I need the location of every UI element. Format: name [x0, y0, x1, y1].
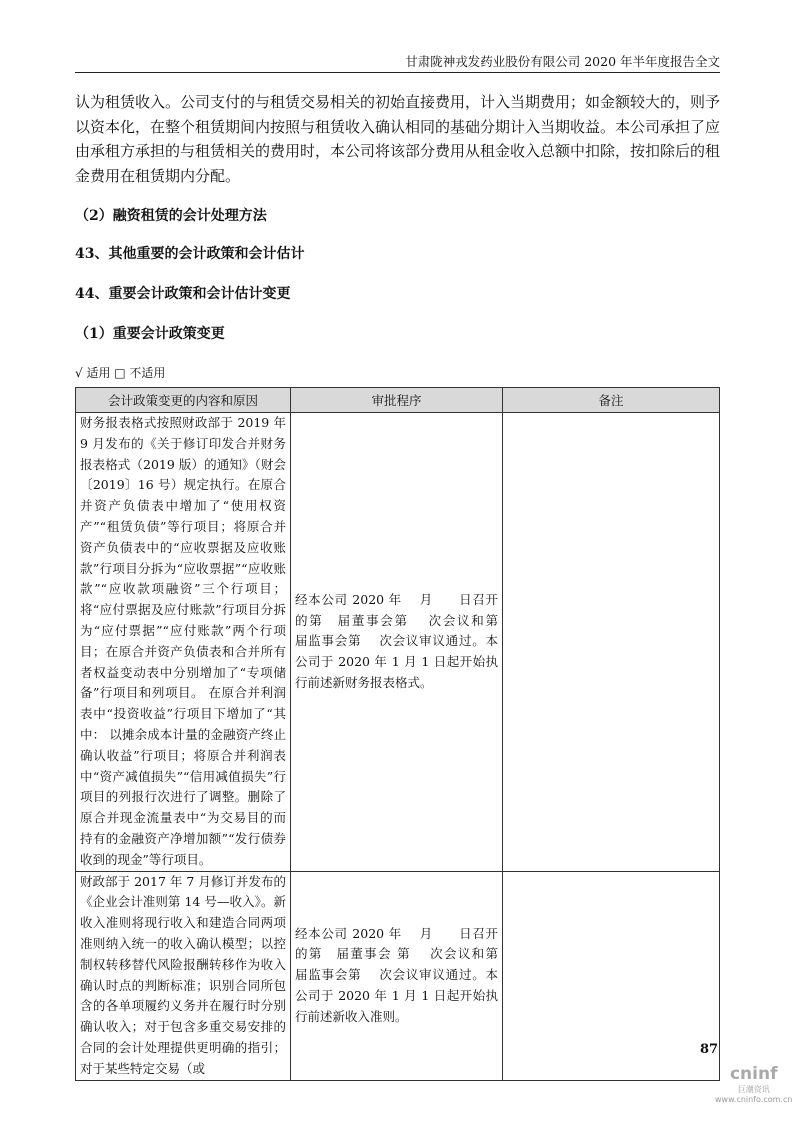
- body-paragraph: 认为租赁收入。公司支付的与租赁交易相关的初始直接费用，计入当期费用；如金额较大的，则予以资本化，在整个租赁期间内按照与租赁收入确认相同的基础分期计入当期收益。本公司承担了应由承租方承担的与租赁相关的费用时，本公司将该部分费用从租金收入总额中扣除，按扣除后的租金费用在租赁期内分配。: [75, 93, 721, 185]
- column-header: 备注: [503, 388, 720, 413]
- table-header-row: [76, 388, 720, 413]
- approval-cell: 经本公司 2020 年 月 日召开的第 届董事会第 次会议和第 届监事会第 次会议审议通过。本公司于 2020 年 1 月 1 日起开始执行前述新财务报表格式。: [291, 413, 503, 872]
- heading-finance-lease: （2）融资租赁的会计处理方法: [75, 208, 267, 224]
- logo-cn: 巨潮资讯: [737, 1085, 770, 1094]
- approval-cell: 经本公司 2020 年 月 日召开的第 届董事会 第 次会议和第 届监事会第 次会议审议通过。本公司于 2020 年 1 月 1 日起开始执行前述新收入准则。: [291, 871, 503, 1080]
- table-row: [76, 413, 720, 872]
- logo-brand: cninf: [729, 1064, 778, 1084]
- note-cell: [503, 871, 720, 1080]
- column-header: 会计政策变更的内容和原因: [76, 388, 291, 413]
- heading-policy-change: （1）重要会计政策变更: [75, 326, 225, 342]
- running-header: 甘肃陇神戎发药业股份有限公司 2020 年半年度报告全文: [75, 52, 720, 73]
- change-content-cell: 财政部于 2017 年 7 月修订并发布的《企业会计准则第 14 号—收入》。新收入准则将现行收入和建造合同两项准则纳入统一的收入确认模型；以控制权转移替代风险报酬转移作为收入确认时点的判断标准；识别合同所包含的各单项履约义务并在履行时分别确认收入；对于包含多重交易安排的合同的会计处理提供更明确的指引；对于某些特定交易（或: [76, 871, 291, 1080]
- heading-43: 43、其他重要的会计政策和会计估计: [75, 246, 305, 262]
- note-cell: [503, 413, 720, 872]
- change-content-cell: 财务报表格式按照财政部于 2019 年 9 月发布的《关于修订印发合并财务报表格式（2019 版）的通知》（财会〔2019〕16 号）规定执行。在原合并资产负债表中增加了“使用权资产”“租赁负债”等行项目；将原合并资产负债表中的“应收票据及应收账款”行项目分拆为“应收票据”“应收账款”“应收款项融资”三个行项目；将“应付票据及应付账款”行项目分拆为“应付票据”“应付账款”两个行项目；在原合并资产负债表和合并所有者权益变动表中分别增加了“专项储备”行项目和列项目。 在原合并利润表中“投资收益”行项目下增加了“其中： 以摊余成本计量的金融资产终止确认收益”行项目；将原合并利润表中“资产减值损失”“信用减值损失”行项目的列报行次进行了调整。删除了原合并现金流量表中“为交易目的而持有的金融资产净增加额”“发行债券收到的现金”等行项目。: [76, 413, 291, 872]
- column-header: 审批程序: [291, 388, 503, 413]
- policy-change-table: [75, 387, 720, 1081]
- page-number: 87: [700, 1042, 719, 1057]
- logo-url: www.cninfo.com.cn: [715, 1095, 793, 1104]
- applicability-checkbox: √ 适用 □ 不适用: [75, 366, 166, 380]
- cninfo-watermark-logo: [715, 1064, 792, 1104]
- heading-44: 44、重要会计政策和会计估计变更: [75, 286, 291, 302]
- table-row: [76, 871, 720, 1080]
